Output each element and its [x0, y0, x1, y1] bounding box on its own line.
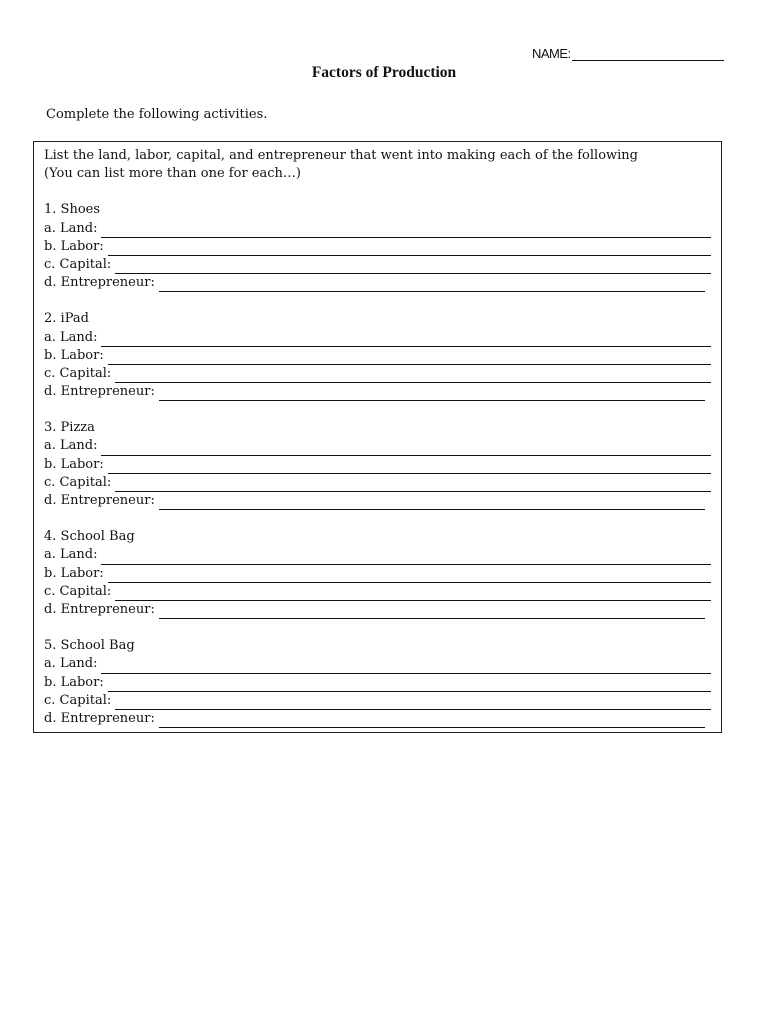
labor-row: [44, 674, 711, 692]
capital-blank[interactable]: [115, 369, 711, 383]
name-blank[interactable]: [572, 46, 724, 61]
labor-row: [44, 238, 711, 256]
item-school-bag-1: [44, 528, 711, 619]
entrepreneur-label: d. Entrepreneur:: [44, 275, 155, 291]
capital-label: c. Capital:: [44, 474, 112, 490]
item-heading-text: 5. School Bag: [44, 638, 135, 654]
capital-row: [44, 692, 711, 710]
item-heading: [44, 528, 711, 546]
entrepreneur-blank[interactable]: [159, 605, 705, 619]
item-heading-text: 3. Pizza: [44, 420, 95, 436]
labor-blank[interactable]: [108, 351, 711, 365]
item-heading: [44, 637, 711, 655]
item-heading-text: 4. School Bag: [44, 529, 135, 545]
item-heading-text: 2. iPad: [44, 311, 89, 327]
entrepreneur-blank[interactable]: [159, 278, 705, 292]
labor-blank[interactable]: [108, 678, 711, 692]
item-heading: [44, 310, 711, 328]
entrepreneur-row: [44, 274, 711, 292]
activity-box: [33, 141, 722, 733]
item-heading: [44, 201, 711, 219]
labor-blank[interactable]: [108, 242, 711, 256]
labor-label: b. Labor:: [44, 674, 104, 690]
land-blank[interactable]: [101, 333, 711, 347]
land-blank[interactable]: [101, 660, 711, 674]
land-blank[interactable]: [101, 442, 711, 456]
capital-label: c. Capital:: [44, 256, 112, 272]
labor-row: [44, 456, 711, 474]
entrepreneur-label: d. Entrepreneur:: [44, 710, 155, 726]
labor-blank[interactable]: [108, 569, 711, 583]
land-row: [44, 329, 711, 347]
capital-row: [44, 583, 711, 601]
item-heading: [44, 419, 711, 437]
capital-row: [44, 256, 711, 274]
land-label: a. Land:: [44, 220, 98, 236]
land-row: [44, 655, 711, 673]
land-label: a. Land:: [44, 547, 98, 563]
land-label: a. Land:: [44, 656, 98, 672]
entrepreneur-label: d. Entrepreneur:: [44, 493, 155, 509]
item-shoes: [44, 201, 711, 292]
labor-label: b. Labor:: [44, 565, 104, 581]
item-heading-text: 1. Shoes: [44, 202, 101, 218]
land-label: a. Land:: [44, 329, 98, 345]
labor-blank[interactable]: [108, 460, 711, 474]
entrepreneur-blank[interactable]: [159, 496, 705, 510]
entrepreneur-label: d. Entrepreneur:: [44, 601, 155, 617]
instructions-text: Complete the following activities.: [46, 107, 268, 122]
capital-row: [44, 474, 711, 492]
land-label: a. Land:: [44, 438, 98, 454]
name-field: [532, 46, 724, 61]
entrepreneur-row: [44, 710, 711, 728]
land-blank[interactable]: [101, 551, 711, 565]
capital-label: c. Capital:: [44, 365, 112, 381]
item-pizza: [44, 419, 711, 510]
item-ipad: [44, 310, 711, 401]
intro-line-2: (You can list more than one for each…): [44, 166, 301, 182]
capital-blank[interactable]: [115, 696, 711, 710]
labor-label: b. Labor:: [44, 347, 104, 363]
entrepreneur-blank[interactable]: [159, 387, 705, 401]
land-blank[interactable]: [101, 224, 711, 238]
entrepreneur-row: [44, 492, 711, 510]
capital-blank[interactable]: [115, 260, 711, 274]
land-row: [44, 220, 711, 238]
labor-row: [44, 565, 711, 583]
page-title: Factors of Production: [311, 64, 457, 81]
capital-row: [44, 365, 711, 383]
labor-row: [44, 347, 711, 365]
intro-line-1: List the land, labor, capital, and entrepreneur that went into making each of the following: [44, 148, 639, 163]
name-label: NAME:: [532, 46, 571, 61]
entrepreneur-row: [44, 383, 711, 401]
entrepreneur-label: d. Entrepreneur:: [44, 384, 155, 400]
entrepreneur-row: [44, 601, 711, 619]
entrepreneur-blank[interactable]: [159, 714, 705, 728]
item-school-bag-2: [44, 637, 711, 728]
labor-label: b. Labor:: [44, 238, 104, 254]
land-row: [44, 546, 711, 564]
labor-label: b. Labor:: [44, 456, 104, 472]
capital-blank[interactable]: [115, 587, 711, 601]
capital-label: c. Capital:: [44, 692, 112, 708]
land-row: [44, 437, 711, 455]
capital-blank[interactable]: [115, 478, 711, 492]
capital-label: c. Capital:: [44, 583, 112, 599]
